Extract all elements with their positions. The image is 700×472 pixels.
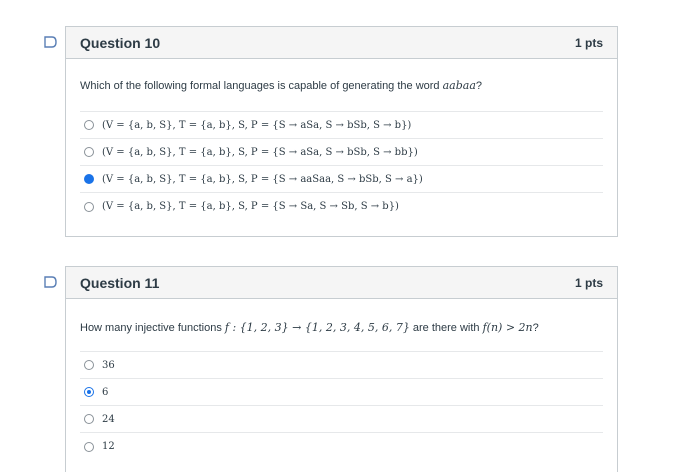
answer-option-selected[interactable] (80, 166, 603, 193)
answer-label: (V = {a, b, S}, T = {a, b}, S, P = {S → Sa, S → Sb, S → b}) (102, 201, 399, 212)
answer-option-selected[interactable] (80, 379, 603, 406)
question-11 (65, 266, 618, 472)
answer-label: (V = {a, b, S}, T = {a, b}, S, P = {S → aSa, S → bSb, S → bb}) (102, 146, 418, 158)
answer-list (80, 351, 603, 460)
question-points: 1 pts (574, 35, 603, 50)
answer-label: (V = {a, b, S}, T = {a, b}, S, P = {S → aSa, S → bSb, S → b}) (102, 119, 412, 131)
radio-button[interactable] (84, 414, 94, 424)
radio-button-selected[interactable] (84, 387, 94, 397)
flag-icon[interactable] (44, 276, 58, 288)
question-prompt: How many injective functions f : {1, 2, 3} → {1, 2, 3, 4, 5, 6, 7} are there with f(n) > 2n? (80, 321, 539, 334)
answer-label: (V = {a, b, S}, T = {a, b}, S, P = {S → aaSaa, S → bSb, S → a}) (102, 173, 423, 185)
answer-option[interactable] (80, 112, 603, 139)
question-title: Question 10 (80, 34, 161, 51)
question-prompt: Which of the following formal languages is capable of generating the word aabaa? (80, 79, 483, 92)
answer-option[interactable] (80, 193, 603, 220)
radio-button[interactable] (84, 360, 94, 370)
radio-button[interactable] (84, 442, 94, 452)
answer-option[interactable] (80, 406, 603, 433)
answer-option[interactable] (80, 352, 603, 379)
question-header (66, 27, 617, 59)
radio-button[interactable] (84, 147, 94, 157)
question-points: 1 pts (574, 275, 603, 290)
answer-label: 12 (102, 441, 115, 452)
question-10 (65, 26, 618, 237)
question-title: Question 11 (80, 274, 160, 291)
flag-icon[interactable] (44, 36, 58, 48)
answer-list (80, 111, 603, 220)
radio-button[interactable] (84, 202, 94, 212)
answer-option[interactable] (80, 139, 603, 166)
answer-label: 36 (102, 359, 115, 371)
question-header (66, 267, 617, 299)
answer-option[interactable] (80, 433, 603, 460)
answer-label: 6 (102, 386, 109, 398)
answer-label: 24 (102, 413, 115, 425)
radio-button-selected[interactable] (84, 174, 94, 184)
radio-button[interactable] (84, 120, 94, 130)
